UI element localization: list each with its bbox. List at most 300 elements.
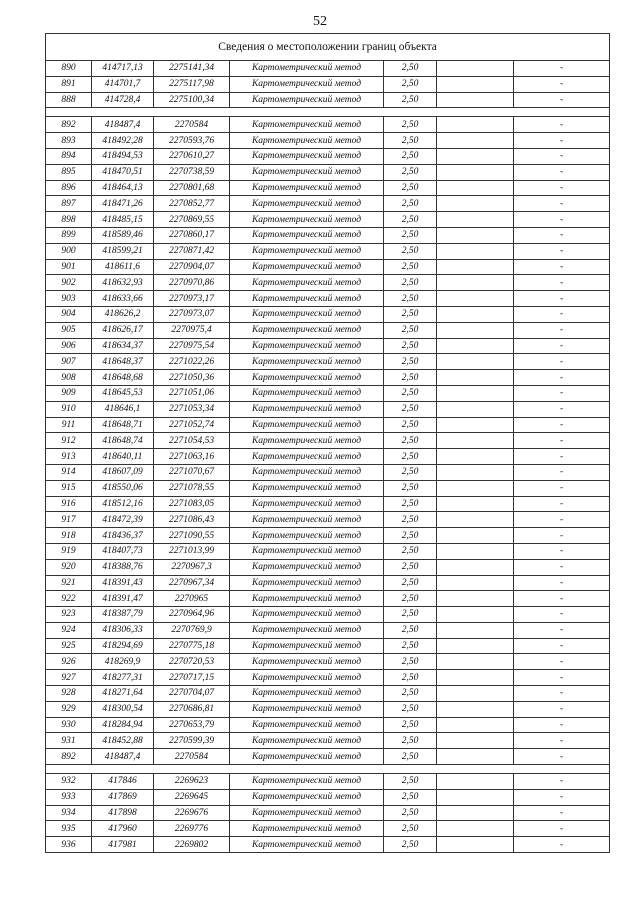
cell-coord-y: 2270775,18 [154,638,230,654]
cell-extra [437,92,514,108]
cell-coord-y: 2270584 [154,117,230,133]
cell-method: Картометрический метод [230,654,384,670]
cell-accuracy: 2,50 [384,164,437,180]
cell-coord-x: 418284,94 [92,717,154,733]
cell-method: Картометрический метод [230,354,384,370]
cell-coord-x: 418485,15 [92,212,154,228]
cell-method: Картометрический метод [230,701,384,717]
cell-accuracy: 2,50 [384,701,437,717]
cell-accuracy: 2,50 [384,654,437,670]
cell-accuracy: 2,50 [384,196,437,212]
table-row [46,464,610,480]
cell-method: Картометрический метод [230,496,384,512]
cell-extra [437,322,514,338]
cell-point-number: 914 [46,464,92,480]
table-row [46,275,610,291]
cell-note: - [514,291,610,307]
cell-coord-y: 2270738,59 [154,164,230,180]
cell-extra [437,654,514,670]
table-row [46,701,610,717]
table-row [46,401,610,417]
cell-extra [437,789,514,805]
cell-coord-y: 2270973,07 [154,306,230,322]
cell-accuracy: 2,50 [384,837,437,853]
cell-coord-x: 418645,53 [92,385,154,401]
table-row [46,733,610,749]
cell-extra [437,543,514,559]
cell-method: Картометрический метод [230,607,384,623]
cell-extra [437,607,514,623]
cell-coord-x: 418277,31 [92,670,154,686]
cell-coord-y: 2271013,99 [154,543,230,559]
cell-accuracy: 2,50 [384,733,437,749]
cell-point-number: 892 [46,749,92,765]
table-row [46,259,610,275]
cell-coord-x: 417846 [92,774,154,790]
cell-extra [437,528,514,544]
cell-accuracy: 2,50 [384,496,437,512]
cell-method: Картометрический метод [230,638,384,654]
table-row [46,670,610,686]
cell-method: Картометрический метод [230,148,384,164]
table-row [46,480,610,496]
cell-coord-x: 418269,9 [92,654,154,670]
table-row [46,92,610,108]
cell-coord-x: 418387,79 [92,607,154,623]
cell-coord-y: 2270967,3 [154,559,230,575]
cell-method: Картометрический метод [230,133,384,149]
cell-method: Картометрический метод [230,306,384,322]
cell-point-number: 890 [46,61,92,77]
cell-coord-y: 2270720,53 [154,654,230,670]
cell-note: - [514,92,610,108]
cell-extra [437,306,514,322]
cell-point-number: 900 [46,243,92,259]
cell-extra [437,164,514,180]
cell-extra [437,774,514,790]
cell-note: - [514,733,610,749]
cell-coord-y: 2270970,86 [154,275,230,291]
cell-coord-y: 2270717,15 [154,670,230,686]
cell-extra [437,449,514,465]
cell-point-number: 910 [46,401,92,417]
cell-extra [437,686,514,702]
cell-method: Картометрический метод [230,591,384,607]
cell-accuracy: 2,50 [384,275,437,291]
cell-extra [437,733,514,749]
cell-point-number: 888 [46,92,92,108]
cell-coord-y: 2270584 [154,749,230,765]
cell-note: - [514,622,610,638]
cell-accuracy: 2,50 [384,306,437,322]
cell-point-number: 920 [46,559,92,575]
cell-coord-y: 2271052,74 [154,417,230,433]
cell-note: - [514,148,610,164]
table-row [46,686,610,702]
cell-coord-x: 418300,54 [92,701,154,717]
cell-accuracy: 2,50 [384,480,437,496]
table-row [46,133,610,149]
cell-extra [437,354,514,370]
cell-note: - [514,701,610,717]
cell-coord-y: 2271053,34 [154,401,230,417]
cell-point-number: 926 [46,654,92,670]
cell-note: - [514,259,610,275]
table-title: Сведения о местоположении границ объекта [46,34,610,61]
cell-coord-y: 2270801,68 [154,180,230,196]
cell-coord-y: 2270686,81 [154,701,230,717]
cell-note: - [514,805,610,821]
cell-point-number: 893 [46,133,92,149]
cell-extra [437,76,514,92]
cell-extra [437,401,514,417]
cell-accuracy: 2,50 [384,575,437,591]
table-row [46,370,610,386]
cell-method: Картометрический метод [230,686,384,702]
cell-extra [437,338,514,354]
cell-note: - [514,789,610,805]
cell-coord-y: 2269802 [154,837,230,853]
cell-coord-y: 2270904,07 [154,259,230,275]
cell-note: - [514,338,610,354]
cell-extra [437,575,514,591]
cell-extra [437,227,514,243]
cell-accuracy: 2,50 [384,717,437,733]
cell-point-number: 919 [46,543,92,559]
cell-coord-x: 418294,69 [92,638,154,654]
cell-accuracy: 2,50 [384,354,437,370]
cell-extra [437,275,514,291]
cell-coord-x: 418464,13 [92,180,154,196]
cell-note: - [514,433,610,449]
cell-coord-y: 2271051,06 [154,385,230,401]
cell-coord-x: 418607,09 [92,464,154,480]
cell-point-number: 936 [46,837,92,853]
cell-point-number: 921 [46,575,92,591]
cell-point-number: 925 [46,638,92,654]
cell-method: Картометрический метод [230,338,384,354]
cell-coord-x: 418306,33 [92,622,154,638]
cell-coord-y: 2270975,4 [154,322,230,338]
cell-coord-x: 418492,28 [92,133,154,149]
cell-accuracy: 2,50 [384,338,437,354]
cell-accuracy: 2,50 [384,61,437,77]
cell-point-number: 913 [46,449,92,465]
cell-coord-x: 418550,06 [92,480,154,496]
table-row [46,821,610,837]
cell-point-number: 909 [46,385,92,401]
cell-note: - [514,464,610,480]
cell-coord-x: 418646,1 [92,401,154,417]
cell-accuracy: 2,50 [384,401,437,417]
table-row [46,528,610,544]
cell-accuracy: 2,50 [384,774,437,790]
cell-note: - [514,837,610,853]
cell-note: - [514,717,610,733]
cell-coord-y: 2271070,67 [154,464,230,480]
cell-note: - [514,306,610,322]
cell-point-number: 928 [46,686,92,702]
cell-point-number: 892 [46,117,92,133]
table-row [46,148,610,164]
cell-coord-x: 418512,16 [92,496,154,512]
table-title-row [46,34,610,61]
cell-point-number: 908 [46,370,92,386]
cell-extra [437,243,514,259]
table-row [46,291,610,307]
cell-coord-x: 418640,11 [92,449,154,465]
cell-note: - [514,164,610,180]
cell-coord-x: 418470,51 [92,164,154,180]
cell-accuracy: 2,50 [384,117,437,133]
cell-point-number: 930 [46,717,92,733]
cell-note: - [514,196,610,212]
cell-accuracy: 2,50 [384,464,437,480]
cell-note: - [514,243,610,259]
cell-point-number: 904 [46,306,92,322]
cell-coord-x: 418611,6 [92,259,154,275]
cell-note: - [514,480,610,496]
cell-note: - [514,180,610,196]
cell-coord-y: 2270964,96 [154,607,230,623]
cell-accuracy: 2,50 [384,291,437,307]
cell-extra [437,433,514,449]
cell-point-number: 906 [46,338,92,354]
table-row [46,164,610,180]
cell-point-number: 907 [46,354,92,370]
table-row [46,543,610,559]
table-row [46,117,610,133]
cell-method: Картометрический метод [230,76,384,92]
cell-note: - [514,385,610,401]
table-row [46,433,610,449]
cell-method: Картометрический метод [230,749,384,765]
cell-note: - [514,133,610,149]
cell-accuracy: 2,50 [384,543,437,559]
cell-point-number: 931 [46,733,92,749]
cell-coord-x: 418407,73 [92,543,154,559]
table-row [46,749,610,765]
cell-method: Картометрический метод [230,670,384,686]
cell-point-number: 923 [46,607,92,623]
cell-coord-y: 2271086,43 [154,512,230,528]
cell-note: - [514,76,610,92]
cell-coord-x: 418589,46 [92,227,154,243]
table-row [46,789,610,805]
cell-method: Картометрический метод [230,837,384,853]
cell-coord-x: 418648,68 [92,370,154,386]
cell-method: Картометрический метод [230,789,384,805]
cell-accuracy: 2,50 [384,789,437,805]
table-row [46,196,610,212]
cell-note: - [514,607,610,623]
cell-coord-y: 2271078,55 [154,480,230,496]
cell-extra [437,821,514,837]
cell-method: Картометрический метод [230,449,384,465]
cell-coord-y: 2270973,17 [154,291,230,307]
table-row [46,717,610,733]
cell-extra [437,417,514,433]
cell-note: - [514,543,610,559]
separator-cell [46,765,610,774]
cell-accuracy: 2,50 [384,622,437,638]
cell-method: Картометрический метод [230,528,384,544]
cell-note: - [514,417,610,433]
cell-coord-x: 418633,66 [92,291,154,307]
cell-accuracy: 2,50 [384,76,437,92]
cell-coord-x: 417898 [92,805,154,821]
cell-coord-x: 418632,93 [92,275,154,291]
cell-point-number: 902 [46,275,92,291]
cell-extra [437,291,514,307]
cell-method: Картометрический метод [230,196,384,212]
cell-coord-x: 418487,4 [92,749,154,765]
cell-point-number: 935 [46,821,92,837]
cell-coord-y: 2271063,16 [154,449,230,465]
cell-accuracy: 2,50 [384,686,437,702]
cell-extra [437,259,514,275]
cell-coord-y: 2271050,36 [154,370,230,386]
page-number: 52 [313,14,327,29]
cell-point-number: 901 [46,259,92,275]
table-row [46,654,610,670]
cell-note: - [514,638,610,654]
cell-note: - [514,61,610,77]
cell-extra [437,196,514,212]
cell-method: Картометрический метод [230,821,384,837]
cell-coord-x: 418471,26 [92,196,154,212]
cell-coord-y: 2269676 [154,805,230,821]
cell-method: Картометрический метод [230,733,384,749]
cell-point-number: 899 [46,227,92,243]
cell-method: Картометрический метод [230,92,384,108]
cell-coord-y: 2270965 [154,591,230,607]
cell-accuracy: 2,50 [384,259,437,275]
cell-method: Картометрический метод [230,61,384,77]
cell-point-number: 917 [46,512,92,528]
boundary-coordinates-table [45,33,610,853]
cell-point-number: 903 [46,291,92,307]
cell-coord-y: 2270860,17 [154,227,230,243]
table-row [46,243,610,259]
cell-method: Картометрический метод [230,275,384,291]
cell-accuracy: 2,50 [384,417,437,433]
cell-accuracy: 2,50 [384,180,437,196]
cell-coord-y: 2271022,26 [154,354,230,370]
cell-accuracy: 2,50 [384,512,437,528]
cell-method: Картометрический метод [230,774,384,790]
cell-coord-x: 418626,17 [92,322,154,338]
cell-coord-y: 2270967,34 [154,575,230,591]
table-row [46,805,610,821]
cell-extra [437,670,514,686]
cell-coord-y: 2275100,34 [154,92,230,108]
cell-point-number: 934 [46,805,92,821]
table-row [46,496,610,512]
cell-extra [437,717,514,733]
cell-note: - [514,322,610,338]
cell-method: Картометрический метод [230,417,384,433]
cell-note: - [514,449,610,465]
cell-coord-y: 2270871,42 [154,243,230,259]
cell-note: - [514,559,610,575]
table-row [46,76,610,92]
cell-method: Картометрический метод [230,543,384,559]
separator-cell [46,108,610,117]
cell-coord-y: 2275117,98 [154,76,230,92]
cell-extra [437,133,514,149]
cell-coord-x: 414717,13 [92,61,154,77]
cell-coord-y: 2270593,76 [154,133,230,149]
cell-coord-x: 418472,39 [92,512,154,528]
cell-coord-x: 417869 [92,789,154,805]
cell-coord-y: 2270869,55 [154,212,230,228]
cell-note: - [514,212,610,228]
cell-accuracy: 2,50 [384,607,437,623]
cell-accuracy: 2,50 [384,638,437,654]
cell-coord-x: 414728,4 [92,92,154,108]
table-row [46,559,610,575]
cell-extra [437,638,514,654]
table-row [46,449,610,465]
cell-method: Картометрический метод [230,243,384,259]
table-row [46,354,610,370]
section-separator [46,108,610,117]
cell-note: - [514,575,610,591]
cell-method: Картометрический метод [230,464,384,480]
cell-point-number: 911 [46,417,92,433]
cell-accuracy: 2,50 [384,133,437,149]
cell-coord-y: 2269776 [154,821,230,837]
cell-point-number: 933 [46,789,92,805]
cell-accuracy: 2,50 [384,243,437,259]
cell-extra [437,180,514,196]
cell-accuracy: 2,50 [384,749,437,765]
cell-coord-x: 417960 [92,821,154,837]
cell-method: Картометрический метод [230,385,384,401]
cell-accuracy: 2,50 [384,385,437,401]
cell-coord-x: 418599,21 [92,243,154,259]
cell-note: - [514,774,610,790]
cell-note: - [514,117,610,133]
table-row [46,338,610,354]
table-row [46,638,610,654]
cell-method: Картометрический метод [230,805,384,821]
cell-note: - [514,821,610,837]
cell-accuracy: 2,50 [384,212,437,228]
table-row [46,322,610,338]
cell-method: Картометрический метод [230,180,384,196]
cell-note: - [514,354,610,370]
cell-extra [437,480,514,496]
cell-point-number: 918 [46,528,92,544]
cell-coord-x: 418388,76 [92,559,154,575]
cell-point-number: 905 [46,322,92,338]
cell-extra [437,512,514,528]
cell-method: Картометрический метод [230,480,384,496]
cell-method: Картометрический метод [230,259,384,275]
cell-method: Картометрический метод [230,512,384,528]
table-row [46,607,610,623]
cell-coord-y: 2271083,05 [154,496,230,512]
cell-coord-x: 418487,4 [92,117,154,133]
cell-note: - [514,670,610,686]
cell-accuracy: 2,50 [384,322,437,338]
cell-extra [437,749,514,765]
cell-coord-x: 418391,47 [92,591,154,607]
cell-note: - [514,370,610,386]
table-row [46,212,610,228]
